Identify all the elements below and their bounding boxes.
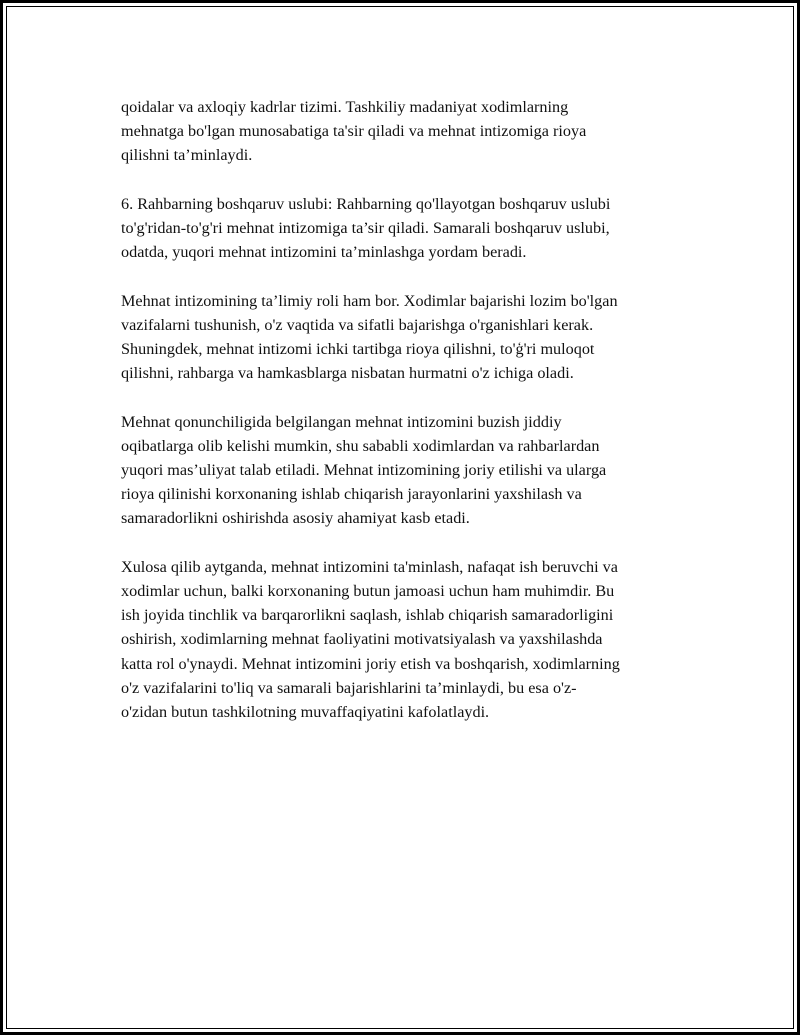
paragraph-conclusion: Xulosa qilib aytganda, mehnat intizomini ta'minlash, nafaqat ish beruvchi va xodimlar uchun, balki korxonaning butun jamoasi uchun ham muhimdir. Bu ish joyida tinchlik va barqarorlikni saqlash, ishlab chiqarish samaradorligini oshirish, xodimlarning mehnat faoliyatini motivatsiyalash va yaxshilashda katta rol o'ynaydi. Mehnat intizomini joriy etish va boshqarish, xodimlarning o'z vazifalarini to'liq va samarali bajarishlarini ta’minlaydi, bu esa o'z- o'zidan butun tashkilotning muvaffaqiyatini kafolatlaydi. [121,557,620,722]
paragraph-management-style: 6. Rahbarning boshqaruv uslubi: Rahbarning qo'llayotgan boshqaruv uslubi to'g'ridan-to'g'ri mehnat intizomiga ta’sir qiladi. Samarali boshqaruv uslubi, odatda, yuqori mehnat intizomini ta’minlashga yordam beradi. [121,194,611,262]
paragraph-educational-role: Mehnat intizomining ta’limiy roli ham bor. Xodimlar bajarishi lozim bo'lgan vazifalarni tushunish, o'z vaqtida va sifatli bajarishga o'rganishlari kerak. Shuningdek, mehnat intizomi ichki tartibga rioya qilishni, to'ģ'ri muloqot qilishni, rahbarga va hamkasblarga nisbatan hurmatni o'z ichiga oladi. [121,291,618,383]
document-body [121,95,701,748]
paragraph-legal-consequences: Mehnat qonunchiligida belgilangan mehnat intizomini buzish jiddiy oqibatlarga olib kelishi mumkin, shu sababli xodimlardan va rahbarlardan yuqori mas’uliyat talab etiladi. Mehnat intizomining joriy etilishi va ularga rioya qilinishi korxonaning ishlab chiqarish jarayonlarini yaxshilash va samaradorlikni oshirishda asosiy ahamiyat kasb etadi. [121,412,607,528]
paragraph-organizational-culture: qoidalar va axloqiy kadrlar tizimi. Tashkiliy madaniyat xodimlarning mehnatga bo'lgan munosabatiga ta'sir qiladi va mehnat intizomiga rioya qilishni ta’minlaydi. [121,98,587,165]
